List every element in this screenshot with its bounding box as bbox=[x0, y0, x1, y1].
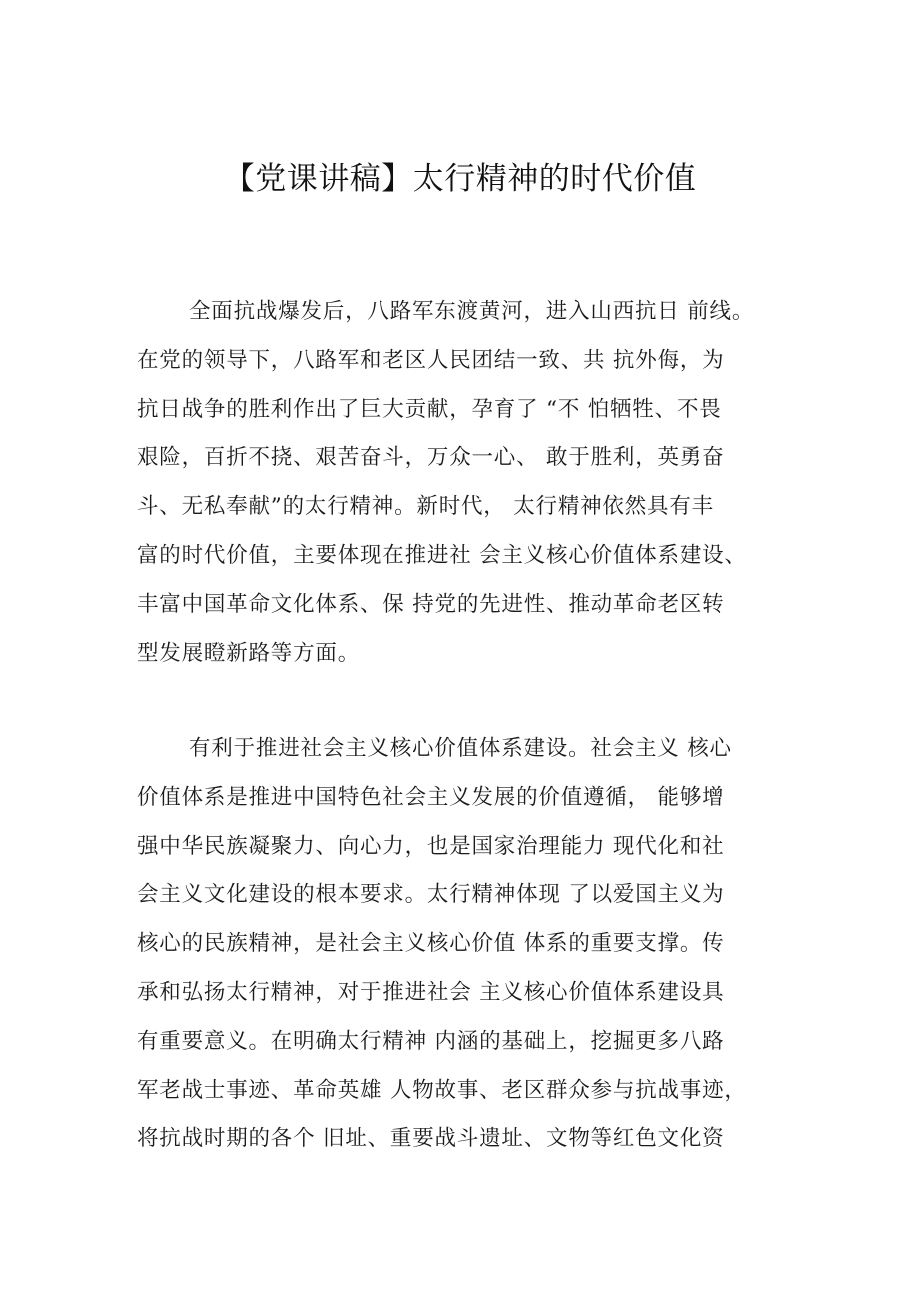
paragraph-line: 斗、无私奉献”的太行精神。新时代， 太行精神依然具有丰 bbox=[137, 494, 714, 520]
paragraph-line: 会主义文化建设的根本要求。太行精神体现 了以爱国主义为 bbox=[137, 882, 725, 908]
paragraph-2 bbox=[137, 725, 792, 1164]
paragraph-line: 有重要意义。在明确太行精神 内涵的基础上，挖掘更多八路 bbox=[137, 1028, 725, 1054]
paragraph-line: 价值体系是推进中国特色社会主义发展的价值遵循， 能够增 bbox=[137, 784, 725, 810]
paragraph-line: 将抗战时期的各个 旧址、重要战斗遗址、文物等红色文化资 bbox=[137, 1126, 725, 1152]
paragraph-line: 全面抗战爆发后，八路军东渡黄河，进入山西抗日 前线。 bbox=[189, 299, 755, 324]
paragraph-line: 富的时代价值，主要体现在推进社 会主义核心价值体系建设、 bbox=[137, 542, 747, 568]
paragraph-line: 在党的领导下，八路军和老区人民团结一致、共 抗外侮，为 bbox=[137, 347, 725, 373]
paragraph-line: 军老战士事迹、革命英雄 人物故事、老区群众参与抗战事迹， bbox=[137, 1077, 747, 1103]
paragraph-1 bbox=[137, 288, 792, 678]
paragraph-line: 丰富中国革命文化体系、保 持党的先进性、推动革命老区转 bbox=[137, 591, 725, 617]
paragraph-line: 型发展瞪新路等方面。 bbox=[137, 640, 361, 666]
paragraph-line: 承和弘扬太行精神，对于推进社会 主义核心价值体系建设具 bbox=[137, 979, 725, 1005]
paragraph-line: 艰险，百折不挠、艰苦奋斗，万众一心、 敢于胜利，英勇奋 bbox=[137, 445, 725, 471]
paragraph-line: 抗日战争的胜利作出了巨大贡献，孕育了 “不 怕牺牲、不畏 bbox=[137, 396, 722, 422]
paragraph-line: 强中华民族凝聚力、向心力，也是国家治理能力 现代化和社 bbox=[137, 833, 725, 859]
paragraph-line: 有利于推进社会主义核心价值体系建设。社会主义 核心 bbox=[189, 736, 732, 761]
document-title: 【党课讲稿】太行精神的时代价值 bbox=[223, 161, 697, 197]
paragraph-line: 核心的民族精神，是社会主义核心价值 体系的重要支撑。传 bbox=[137, 931, 725, 957]
